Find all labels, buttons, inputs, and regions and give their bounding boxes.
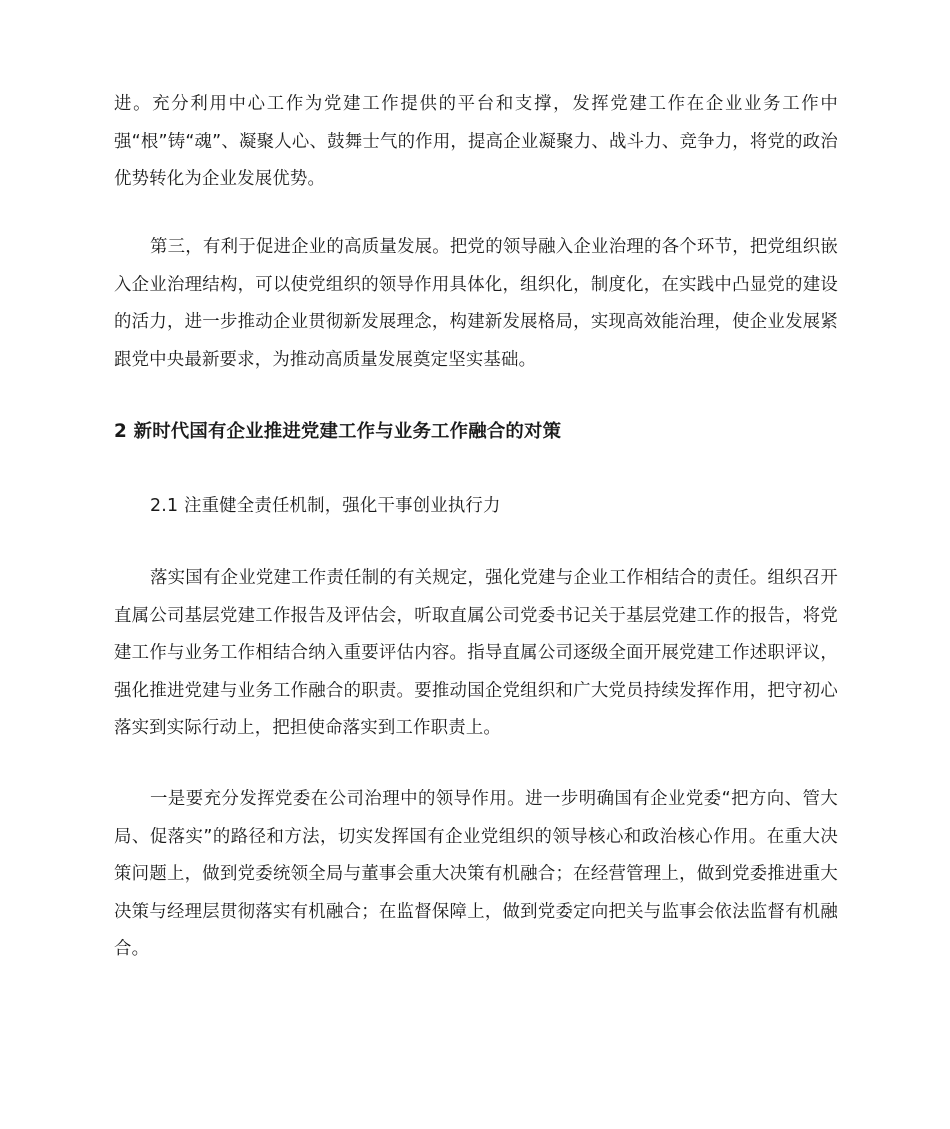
subsection-heading: 2.1 注重健全责任机制，强化干事创业执行力: [150, 496, 501, 516]
section-heading: 2 新时代国有企业推进党建工作与业务工作融合的对策: [114, 421, 562, 442]
paragraph-responsibility: 落实国有企业党建工作责任制的有关规定，强化党建与企业工作相结合的责任。组织召开直属公司基层党建工作报告及评估会，听取直属公司党委书记关于基层党建工作的报告，将党建工作与业务工作相结合纳入重要评估内容。指导直属公司逐级全面开展党建工作述职评议，强化推进党建与业务工作融合的职责。要推动国企党组织和广大党员持续发挥作用，把守初心落实到实际行动上，把担使命落实到工作职责上。: [114, 568, 838, 738]
paragraph-party-committee-role: 一是要充分发挥党委在公司治理中的领导作用。进一步明确国有企业党委“把方向、管大局、促落实”的路径和方法，切实发挥国有企业党组织的领导核心和政治核心作用。在重大决策问题上，做到党委统领全局与董事会重大决策有机融合；在经营管理上，做到党委推进重大决策与经理层贯彻落实有机融合；在监督保障上，做到党委定向把关与监事会依法监督有机融合。: [114, 789, 838, 959]
paragraph-third-point: 第三，有利于促进企业的高质量发展。把党的领导融入企业治理的各个环节，把党组织嵌入企业治理结构，可以使党组织的领导作用具体化，组织化，制度化，在实践中凸显党的建设的活力，进一步推动企业贯彻新发展理念，构建新发展格局，实现高效能治理，使企业发展紧跟党中央最新要求，为推动高质量发展奠定坚实基础。: [114, 237, 838, 370]
paragraph-continued-text: 进。充分利用中心工作为党建工作提供的平台和支撑，发挥党建工作在企业业务工作中强“根”铸“魂”、凝聚人心、鼓舞士气的作用，提高企业凝聚力、战斗力、竞争力，将党的政治优势转化为企业发展优势。: [114, 94, 838, 189]
